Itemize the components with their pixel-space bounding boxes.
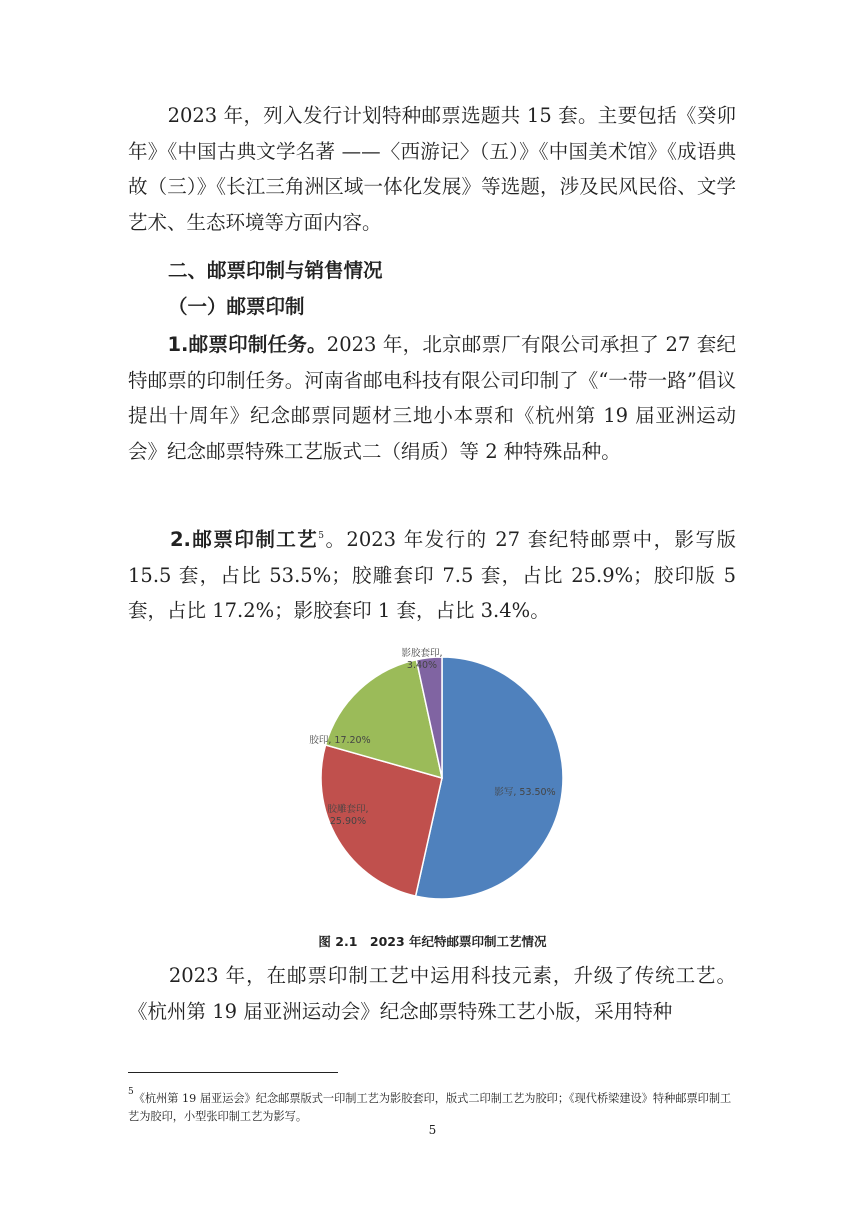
printing-tasks-text: 2023 年，北京邮票厂有限公司承担了 27 套纪特邮票的印制任务。河南省邮电科技有限公司印制了《“一带一路”倡议提出十周年》纪念邮票同题材三地小本票和《杭州第 19 届亚洲运动会》纪念邮票特殊工艺版式二（绢质）等 2 种特殊品种。 <box>128 333 736 463</box>
footnote-divider <box>128 1072 338 1073</box>
section-heading: 二、邮票印制与销售情况 <box>168 259 383 282</box>
pie-label-1: 影写, 53.50% <box>494 787 556 798</box>
paragraph-printing-tasks <box>128 327 736 469</box>
footnote <box>128 1083 736 1126</box>
subsection-heading: （一）邮票印制 <box>168 295 305 318</box>
footnote-mark: 5 <box>128 1087 134 1097</box>
footnote-ref: 5 <box>318 531 324 541</box>
pie-label-4: 影胶套印, 3.40% <box>401 648 443 671</box>
printing-process-pie-chart <box>290 640 690 920</box>
printing-tasks-lead: 1.邮票印制任务。 <box>167 333 327 356</box>
paragraph-intro: 2023 年，列入发行计划特种邮票选题共 15 套。主要包括《癸卯年》《中国古典文学名著 ——〈西游记〉（五）》《中国美术馆》《成语典故（三）》《长江三角洲区域一体化发展》等选题，涉及民风民俗、文学艺术、生态环境等方面内容。 <box>128 104 736 234</box>
pie-label-2: 胶雕套印, 25.90% <box>327 804 369 827</box>
paragraph-technology: 2023 年，在邮票印制工艺中运用科技元素，升级了传统工艺。《杭州第 19 届亚洲运动会》纪念邮票特殊工艺小版，采用特种 <box>128 964 736 1023</box>
chart-caption: 图 2.1 2023 年纪特邮票印制工艺情况 <box>318 934 547 949</box>
printing-process-lead: 2.邮票印制工艺 <box>169 528 319 551</box>
paragraph-printing-process <box>128 519 736 629</box>
footnote-text: 《杭州第 19 届亚运会》纪念邮票版式一印制工艺为影胶套印，版式二印制工艺为胶印；《现代桥梁建设》特种邮票印制工艺为胶印，小型张印制工艺为影写。 <box>128 1092 732 1123</box>
pie-label-3: 胶印, 17.20% <box>309 735 371 746</box>
printing-process-text: 。2023 年发行的 27 套纪特邮票中，影写版 15.5 套，占比 53.5%；胶雕套印 7.5 套，占比 25.9%；胶印版 5 套，占比 17.2%；影胶套印 1 套，占比 3.4%。 <box>128 528 736 622</box>
page-number: 5 <box>428 1123 437 1137</box>
